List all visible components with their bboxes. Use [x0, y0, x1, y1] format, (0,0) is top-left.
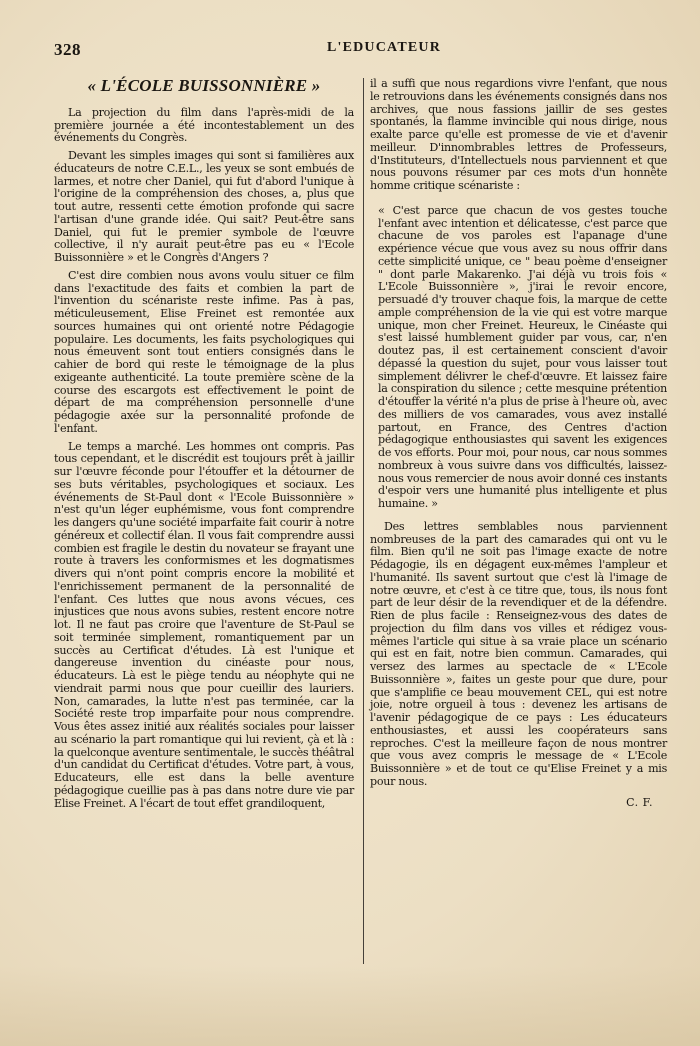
paragraph-continuation: il a suffi que nous regardions vivre l'enfant, que nous le retrouvions dans les événements consignés dans nos archives, que nous fassions jaillir de ses gestes spontanés, la flamme invincible qui nous dirige, nous exalte parce qu'elle est promesse de vie et d'avenir meilleur. D'innombrables lettres de Professeurs, d'Instituteurs, d'Intellectuels nous parviennent et que nous pouvons résumer par ces mots d'un honnête homme critique scénariste :	[370, 77, 667, 192]
signature: C. F.	[626, 795, 653, 809]
column-rule	[363, 78, 364, 964]
paragraph-lettres: Des lettres semblables nous parviennent nombreuses de la part des camarades qui ont vu le film. Bien qu'il ne soit pas l'image exacte de notre Pédagogie, ils en dégagent eux-mêmes l'ampleur et l'humanité. Ils savent surtout que c'est là l'image de notre œuvre, et c'est à ce titre que, tous, ils nous font part de leur désir de la revendiquer et de la défendre. Rien de plus facile : Renseignez-vous des dates de projection du film dans vos villes et rédigez vous-mêmes l'article qui situe à sa vraie place un scénario qui est en fait, notre bien commun. Camarades, qui versez des larmes au spectacle de « L'Ecole Buissonnière », faites un geste pour que dure, pour que s'amplifie ce beau mouvement CEL, qui est notre joie, notre orgueil à tous : devenez les artisans de l'avenir pédagogique de ce pays : Les éducateurs enthousiastes, et aussi les coopérateurs sans reproches. C'est la meilleure façon de nous montrer que vous avez compris le message de « L'Ecole Buissonnière » et de tout ce qu'Elise Freinet y a mis pour nous.	[370, 519, 667, 788]
left-column	[54, 78, 354, 815]
right-column	[370, 78, 667, 809]
article-title: « L'ÉCOLE BUISSONNIÈRE »	[87, 76, 321, 95]
page-header	[54, 40, 674, 62]
paragraph-temps: Le temps a marché. Les hommes ont compris. Pas tous cependant, et le discrédit est toujours prêt à jaillir sur l'œuvre féconde pour l'étouffer et la détourner de ses buts véritables, psychologiques et sociaux. Les événements de St-Paul dont « l'Ecole Buissonnière » n'est qu'un léger euphémisme, vous font comprendre les dangers qu'une société imparfaite fait courir à notre généreux et collectif élan. Il vous fait comprendre aussi combien est fragile le destin du novateur se frayant une route à travers les conformismes et les dogmatismes divers qui n'ont point compris encore la mobilité et l'enrichissement permanent de la personnalité de l'enfant. Ces luttes que nous avons vécues, ces injustices que nous avons subies, restent encore notre lot. Il ne faut pas croire que l'aventure de St-Paul se soit terminée simplement, romantiquement par un succès au Certificat d'études. Là est l'unique et dangereuse invention du cinéaste pour nous, éducateurs. Là est le piège tendu au néophyte qui ne viendrait parmi nous que pour cueillir des lauriers. Non, camarades, la lutte n'est pas terminée, car la Société reste trop imparfaite pour nous comprendre. Vous êtes assez initié aux réalités sociales pour laisser au scénario la part romantique qui lui revient, çà et là : la quelconque aventure sentimentale, le succès théâtral d'un candidat du Certificat d'études. Votre part, à vous, Educateurs, elle est dans la belle aventure pédagogique cueillie pas à pas dans notre dure vie par Elise Freinet. A l'écart de tout effet grandiloquent,	[54, 439, 354, 810]
blockquote-letter	[370, 205, 667, 511]
paper-shade	[0, 966, 700, 1046]
page-number: 328	[54, 40, 81, 59]
paragraph-images: Devant les simples images qui sont si familières aux éducateurs de notre C.E.L., les yeux se sont embués de larmes, et notre cher Daniel, qui fut d'abord l'unique à l'origine de la compréhension des choses, a, plus que tout autre, ressenti cette émotion profonde qui sacre l'artisan d'une grande idée. Qui sait? Peut-être sans Daniel, qui fut le premier symbole de l'œuvre collective, il n'y aurait peut-être pas eu « l'Ecole Buissonnière » et le Congrès d'Angers ?	[54, 149, 354, 264]
running-head: L'EDUCATEUR	[326, 40, 442, 55]
paragraph-intro: La projection du film dans l'après-midi de la première journée a été incontestablement un des événements du Congrès.	[54, 105, 354, 145]
quote-text: « C'est parce que chacun de vos gestes touche l'enfant avec intention et délicatesse, c'est parce que chacune de vos paroles est l'apanage d'une expérience vécue que vous avez su nous offrir dans cette simplicité unique, ce " beau poème d'enseigner " dont parle Makarenko. J'ai déjà vu trois fois « L'Ecole Buissonnière », j'irai le revoir encore, persuadé d'y trouver chaque fois, la marque de cette ample compréhension de la vie qui est votre marque unique, mon cher Freinet. Heureux, le Cinéaste qui s'est laissé humblement guider par vous, car, n'en doutez pas, il est certainement conscient d'avoir dépassé la question du sujet, pour vous laisser tout simplement délivrer le chef-d'œuvre. Et laissez faire la conspiration du silence ; cette mesquine prétention d'étouffer la vérité n'a plus de prise à l'heure où, avec des milliers de vos camarades, vous avez installé partout, en France, des Centres d'action pédagogique enthousiastes qui savent les exigences de vos efforts. Pour moi, pour nous, car nous sommes nombreux à vous suivre dans vos difficultés, laissez-nous vous remercier de nous avoir donné ces instants d'espoir vers une humanité plus intelligente et plus humaine. »	[378, 203, 667, 510]
paragraph-exactitude: C'est dire combien nous avons voulu situer ce film dans l'exactitude des faits et combien la part de l'invention du scénariste reste infime. Pas à pas, méticuleusement, Elise Freinet est remontée aux sources humaines qui ont orienté notre Pédagogie populaire. Les documents, les faits psychologiques qui nous émeuvent sont tout entiers consignés dans le cahier de bord qui reste le témoignage de la plus exigeante authenticité. La toute première scène de la course des escargots est effectivement le point de départ de ma compréhension personnelle d'une pédagogie axée sur la personnalité profonde de l'enfant.	[54, 268, 354, 435]
